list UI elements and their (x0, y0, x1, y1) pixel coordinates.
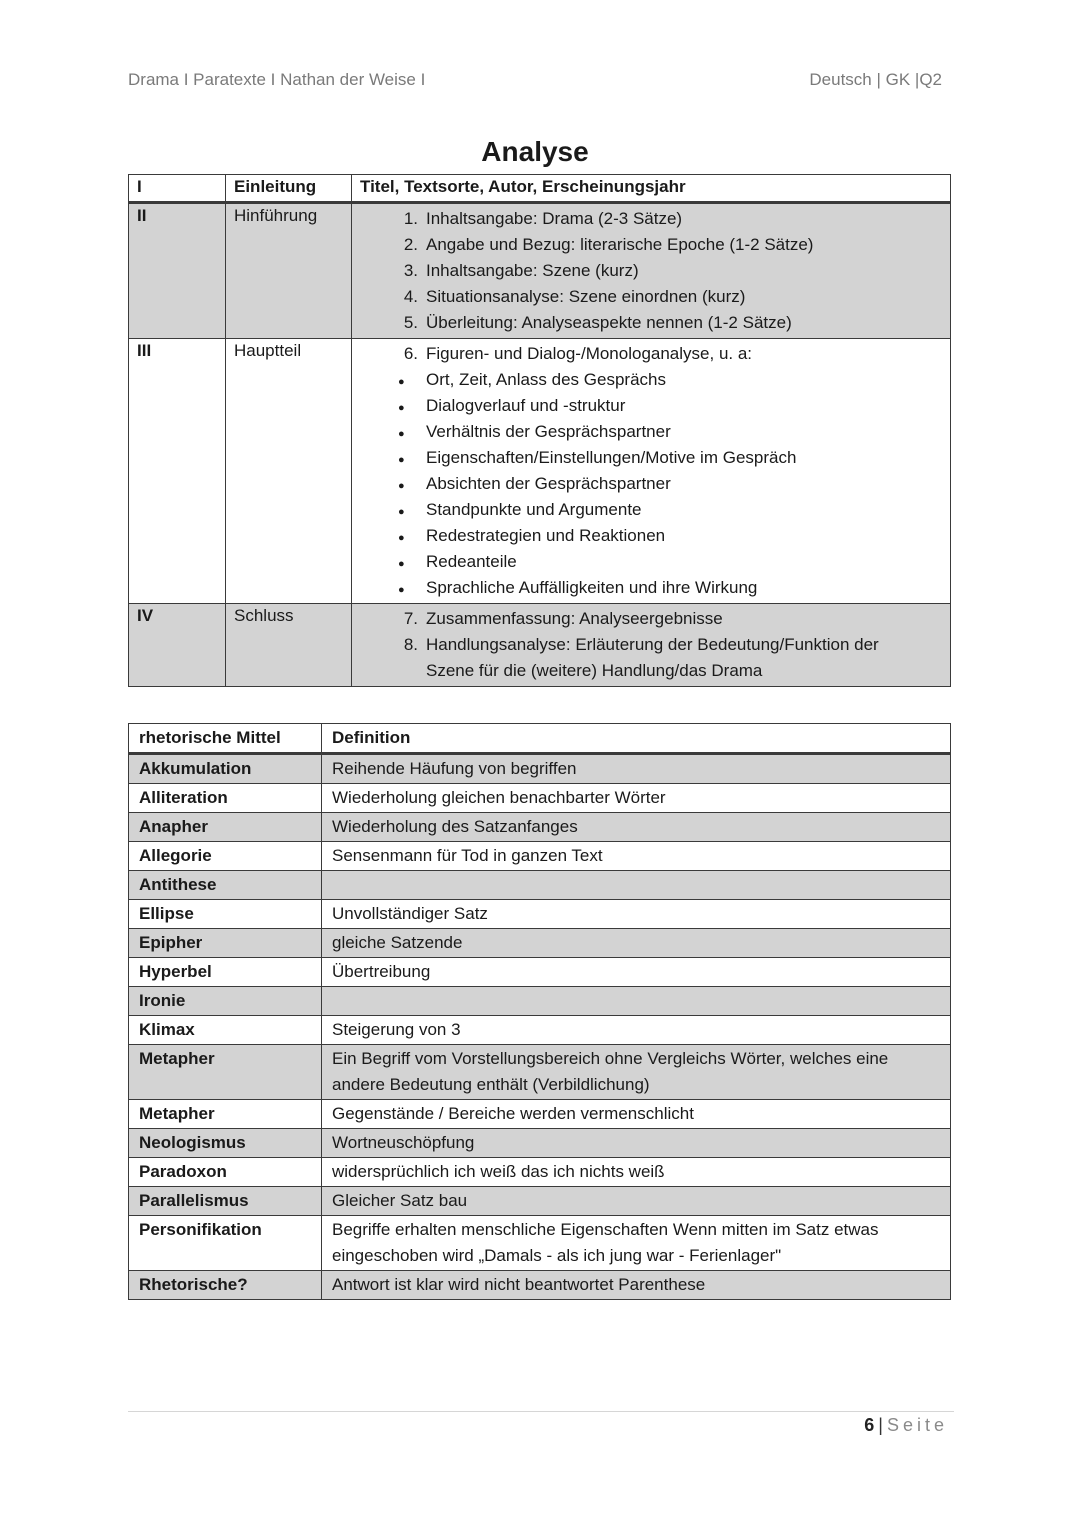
step-text: Szene für die (weitere) Handlung/das Drama (426, 661, 763, 680)
step-number: 6. (403, 344, 418, 363)
step-number: 2. (403, 235, 418, 254)
step-text: Figuren- und Dialog-/Monologanalyse, u. a: (426, 344, 753, 363)
table-row (129, 929, 951, 958)
step-text: Überleitung: Analyseaspekte nennen (1-2 Sätze) (426, 313, 792, 332)
header-left: Drama I Paratexte I Nathan der Weise I (128, 70, 426, 89)
table-row (129, 1045, 951, 1100)
section-name: Hauptteil (226, 339, 352, 604)
definition-cell: Übertreibung (322, 958, 951, 987)
term-header: rhetorische Mittel (129, 724, 322, 754)
bullet-text: Eigenschaften/Einstellungen/Motive im Gespräch (426, 448, 797, 467)
list-item (360, 606, 942, 632)
term-cell: Ellipse (129, 900, 322, 929)
term-cell: Alliteration (129, 784, 322, 813)
structure-row (129, 604, 951, 687)
definition-cell: Gegenstände / Bereiche werden vermenschlicht (322, 1100, 951, 1129)
term-cell: Akkumulation (129, 754, 322, 784)
list-item (360, 471, 942, 497)
table-row (129, 958, 951, 987)
bullet-text: Absichten der Gesprächspartner (426, 474, 671, 493)
bullet-text: Dialogverlauf und -struktur (426, 396, 626, 415)
step-number: 1. (403, 209, 418, 228)
term-cell: Antithese (129, 871, 322, 900)
list-item (360, 258, 942, 284)
list-item (360, 393, 942, 419)
definition-cell: Sensenmann für Tod in ganzen Text (322, 842, 951, 871)
step-number: 3. (403, 261, 418, 280)
list-item (360, 367, 942, 393)
table-row (129, 1216, 951, 1271)
table-row (129, 813, 951, 842)
definition-cell: Wortneuschöpfung (322, 1129, 951, 1158)
definition-cell: Ein Begriff vom Vorstellungsbereich ohne Vergleichs Wörter, welches eine andere Bedeutung enthält (Verbildlichung) (322, 1045, 951, 1100)
term-cell: Metapher (129, 1045, 322, 1100)
section-name: Einleitung (226, 175, 352, 203)
step-text: Zusammenfassung: Analyseergebnisse (426, 609, 723, 628)
page-title: Analyse (481, 136, 589, 167)
list-item (360, 284, 942, 310)
list-item (360, 206, 942, 232)
list-item (360, 232, 942, 258)
page-number-value: 6 (864, 1415, 875, 1435)
term-cell: Hyperbel (129, 958, 322, 987)
definition-cell (322, 871, 951, 900)
bullet-text: Ort, Zeit, Anlass des Gesprächs (426, 370, 666, 389)
table-row (129, 871, 951, 900)
definition-cell: Steigerung von 3 (322, 1016, 951, 1045)
definition-cell: Wiederholung gleichen benachbarter Wörter (322, 784, 951, 813)
definition-cell: Begriffe erhalten menschliche Eigenschaften Wenn mitten im Satz etwas eingeschoben wird „Damals - als ich jung war - Ferienlager" (322, 1216, 951, 1271)
section-name: Schluss (226, 604, 352, 687)
bullet-text: Sprachliche Auffälligkeiten und ihre Wirkung (426, 578, 758, 597)
term-cell: Epipher (129, 929, 322, 958)
step-text: Inhaltsangabe: Drama (2-3 Sätze) (426, 209, 683, 228)
step-number: 7. (403, 609, 418, 628)
page-separator: | (878, 1415, 883, 1435)
term-cell: Ironie (129, 987, 322, 1016)
definition-cell: widersprüchlich ich weiß das ich nichts weiß (322, 1158, 951, 1187)
list-item (360, 658, 942, 684)
list-item (360, 419, 942, 445)
bullet-icon (398, 393, 405, 421)
table-row (129, 754, 951, 784)
term-cell: Paradoxon (129, 1158, 322, 1187)
list-item (360, 575, 942, 601)
term-cell: Parallelismus (129, 1187, 322, 1216)
list-item (360, 549, 942, 575)
table-row (129, 1016, 951, 1045)
definition-cell: Reihende Häufung von begriffen (322, 754, 951, 784)
bullet-icon (398, 445, 405, 473)
step-list (360, 606, 942, 684)
bullet-text: Redestrategien und Reaktionen (426, 526, 666, 545)
definition-cell: Gleicher Satz bau (322, 1187, 951, 1216)
footer-divider (128, 1411, 954, 1412)
bullet-icon (398, 497, 405, 525)
term-cell: Anapher (129, 813, 322, 842)
table-row (129, 1271, 951, 1300)
structure-row (129, 203, 951, 339)
section-content: Titel, Textsorte, Autor, Erscheinungsjahr (352, 175, 951, 203)
structure-row (129, 339, 951, 604)
step-number: 5. (403, 313, 418, 332)
list-item (360, 445, 942, 471)
list-item (360, 632, 942, 658)
bullet-icon (398, 523, 405, 551)
table-row (129, 784, 951, 813)
analysis-structure-table (128, 174, 951, 687)
rhetoric-header-row (129, 724, 951, 754)
step-text: Inhaltsangabe: Szene (kurz) (426, 261, 639, 280)
table-row (129, 1158, 951, 1187)
term-cell: Allegorie (129, 842, 322, 871)
step-number: 4. (403, 287, 418, 306)
list-item (360, 310, 942, 336)
term-cell: Rhetorische? (129, 1271, 322, 1300)
step-text: Situationsanalyse: Szene einordnen (kurz) (426, 287, 746, 306)
term-cell: Klimax (129, 1016, 322, 1045)
section-number: IV (129, 604, 226, 687)
bullet-icon (398, 471, 405, 499)
structure-header-row (129, 175, 951, 203)
step-text: Handlungsanalyse: Erläuterung der Bedeutung/Funktion der (426, 635, 879, 654)
page-number (864, 1415, 948, 1436)
definition-cell: Wiederholung des Satzanfanges (322, 813, 951, 842)
definition-cell: Antwort ist klar wird nicht beantwortet Parenthese (322, 1271, 951, 1300)
table-row (129, 1100, 951, 1129)
bullet-text: Standpunkte und Argumente (426, 500, 642, 519)
table-row (129, 987, 951, 1016)
table-row (129, 1129, 951, 1158)
bullet-text: Verhältnis der Gesprächspartner (426, 422, 671, 441)
table-row (129, 1187, 951, 1216)
section-number: I (129, 175, 226, 203)
section-content (352, 203, 951, 339)
term-cell: Personifikation (129, 1216, 322, 1271)
bullet-icon (398, 549, 405, 577)
bullet-icon (398, 575, 405, 603)
bullet-icon (398, 419, 405, 447)
definition-cell (322, 987, 951, 1016)
step-text: Angabe und Bezug: literarische Epoche (1-2 Sätze) (426, 235, 814, 254)
step-list (360, 206, 942, 336)
definition-cell: gleiche Satzende (322, 929, 951, 958)
step-number: 8. (403, 635, 418, 654)
header-right: Deutsch | GK |Q2 (809, 70, 942, 89)
list-item (360, 523, 942, 549)
definition-cell: Unvollständiger Satz (322, 900, 951, 929)
section-content (352, 604, 951, 687)
bullet-text: Redeanteile (426, 552, 517, 571)
list-item (360, 341, 942, 367)
section-number: II (129, 203, 226, 339)
table-row (129, 900, 951, 929)
table-row (129, 842, 951, 871)
step-list (360, 341, 942, 601)
definition-header: Definition (322, 724, 951, 754)
page-word: Seite (886, 1415, 948, 1435)
term-cell: Neologismus (129, 1129, 322, 1158)
bullet-icon (398, 367, 405, 395)
section-content (352, 339, 951, 604)
term-cell: Metapher (129, 1100, 322, 1129)
section-name: Hinführung (226, 203, 352, 339)
rhetoric-table (128, 723, 951, 1300)
list-item (360, 497, 942, 523)
section-number: III (129, 339, 226, 604)
